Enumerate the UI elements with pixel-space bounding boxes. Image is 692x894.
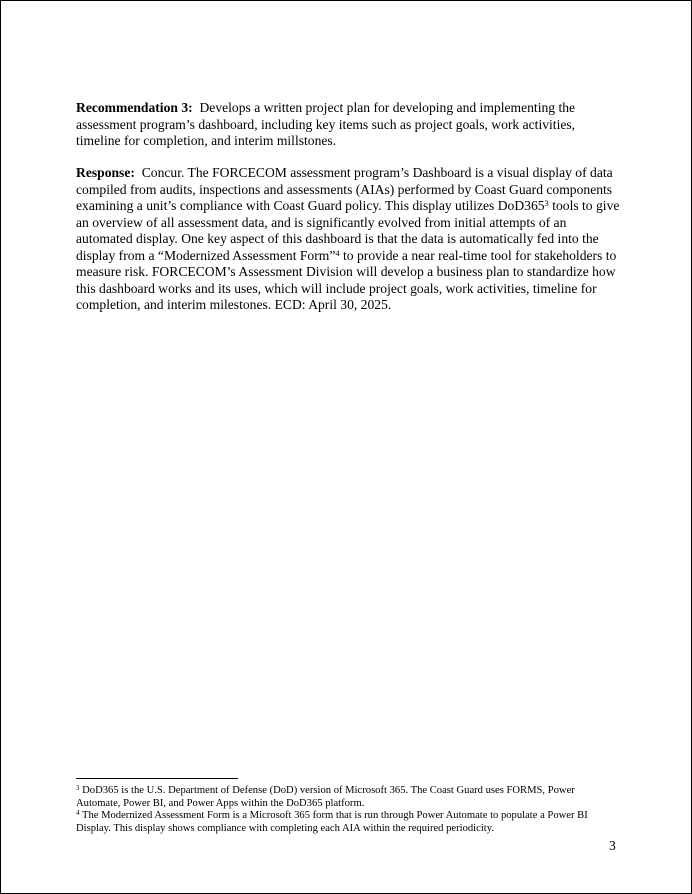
footnote-3 [76, 785, 621, 810]
response-text-part1: Concur. The FORCECOM assessment program’s Dashboard is a visual display of data compiled from audits, inspections and assessments (AIAs) performed by Coast Guard components examining a unit’s compliance with Coast Guard policy. This display utilizes DoD365 [76, 165, 613, 213]
footnote-text: The Modernized Assessment Form is a Microsoft 365 form that is run through Power Automate to populate a Power BI Display. This display shows compliance with completing each AIA within the required periodicity. [76, 810, 588, 834]
footnotes [76, 785, 621, 835]
footnote-4 [76, 810, 621, 835]
footnote-number: 4 [76, 809, 80, 818]
footnote-ref-3: 3 [544, 198, 549, 208]
footnote-separator [76, 778, 238, 779]
footnote-ref-4: 4 [335, 247, 340, 258]
response-text-part3: to provide a near real-time tool for stakeholders to measure risk. FORCECOM’s Assessment Division will develop a business plan to standardize how this dashboard works and its uses, which will include project goals, work activities, timeline for completion, and interim milestones. ECD: April 30, 2025. [76, 247, 617, 312]
response-paragraph [76, 165, 621, 314]
footnote-text: DoD365 is the U.S. Department of Defense (DoD) version of Microsoft 365. The Coast Guard uses FORMS, Power Automate, Power BI, and Power Apps within the DoD365 platform. [76, 785, 575, 809]
recommendation-text: Develops a written project plan for developing and implementing the assessment program’s dashboard, including key items such as project goals, work activities, timeline for completion, and interim millstones. [76, 100, 576, 148]
footnote-number: 3 [76, 784, 80, 792]
recommendation-label: Recommendation 3: [76, 100, 193, 115]
page-number: 3 [609, 838, 616, 853]
response-text-part2: tools to give an overview of all assessment data, and is significantly evolved from initial attempts of an automated display. One key aspect of this dashboard is that the data is automatically fed into the display from a “Modernized Assessment Form” [76, 198, 620, 263]
response-label: Response: [76, 165, 135, 180]
recommendation-paragraph [76, 100, 621, 150]
